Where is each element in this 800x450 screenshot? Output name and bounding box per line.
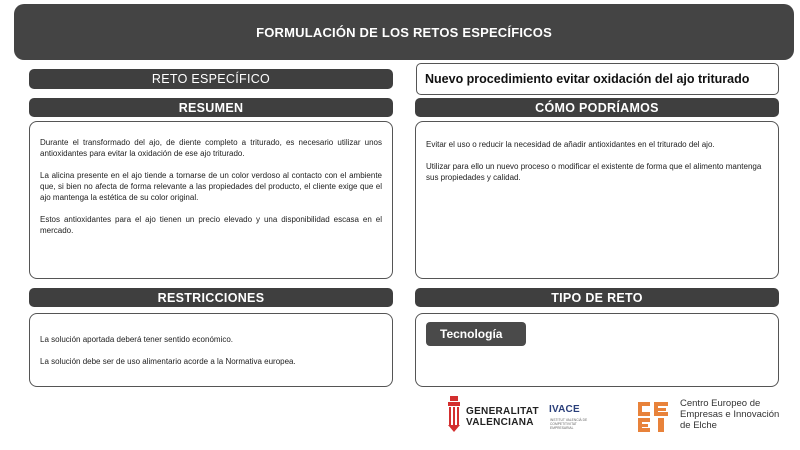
restricciones-label: RESTRICCIONES (157, 290, 265, 305)
ivace-subtitle: INSTITUT VALENCIÀ DE COMPETITIVITAT EMPRESARIAL (550, 418, 588, 430)
resumen-paragraph: Estos antioxidantes para el ajo tienen un precio elevado y una disponibilidad escasa en el mercado. (40, 215, 382, 235)
ivace-name: IVACE (549, 404, 580, 415)
restricciones-box (29, 313, 393, 387)
tipo-tag (426, 322, 526, 346)
reto-title-box (416, 63, 779, 95)
generalitat-logo (447, 396, 542, 436)
resumen-paragraph: La alicina presente en el ajo tiende a tornarse de un color verdoso al contacto con el ambiente que, si bien no afecta de forma relevante a las propiedades del producto, el cliente exige que el ajo mantenga la estética de su color original. (40, 171, 382, 202)
generalitat-line1: GENERALITAT (466, 406, 539, 417)
resumen-paragraph: Durante el transformado del ajo, de diente completo a triturado, es necesario utilizar unos antioxidantes para evitar la oxidación de ese ajo triturado. (40, 138, 382, 158)
resumen-header (29, 98, 393, 117)
resumen-label: RESUMEN (178, 100, 244, 115)
page-title-banner (14, 4, 794, 60)
resumen-box (29, 121, 393, 279)
como-header (415, 98, 779, 117)
page-title: FORMULACIÓN DE LOS RETOS ESPECÍFICOS (256, 24, 552, 40)
tipo-label: TIPO DE RETO (551, 290, 643, 305)
reto-label: RETO ESPECÍFICO (151, 72, 271, 86)
reto-title: Nuevo procedimiento evitar oxidación del ajo triturado (425, 72, 750, 86)
ceei-line1: Centro Europeo de (680, 398, 761, 409)
ceei-mark-icon (636, 400, 672, 432)
ceei-logo (636, 398, 786, 438)
ivace-logo (549, 400, 597, 430)
como-paragraph: Evitar el uso o reducir la necesidad de añadir antioxidantes en el triturado del ajo. (426, 140, 715, 149)
como-label: CÓMO PODRÍAMOS (535, 100, 659, 115)
generalitat-line2: VALENCIANA (466, 417, 534, 428)
como-paragraph: Utilizar para ello un nuevo proceso o modificar el existente de forma que el alimento mantenga sus propiedades y calidad. (426, 162, 762, 182)
como-box (415, 121, 779, 279)
reto-label-bar (29, 69, 393, 89)
tipo-header (415, 288, 779, 307)
tipo-tag-label: Tecnología (440, 327, 503, 341)
ceei-line2: Empresas e Innovación (680, 409, 780, 420)
restricciones-header (29, 288, 393, 307)
generalitat-crest-icon (447, 396, 461, 432)
restricciones-paragraph: La solución aportada deberá tener sentido económico. (40, 335, 234, 344)
ceei-line3: de Elche (680, 420, 717, 431)
restricciones-paragraph: La solución debe ser de uso alimentario acorde a la Normativa europea. (40, 357, 296, 366)
